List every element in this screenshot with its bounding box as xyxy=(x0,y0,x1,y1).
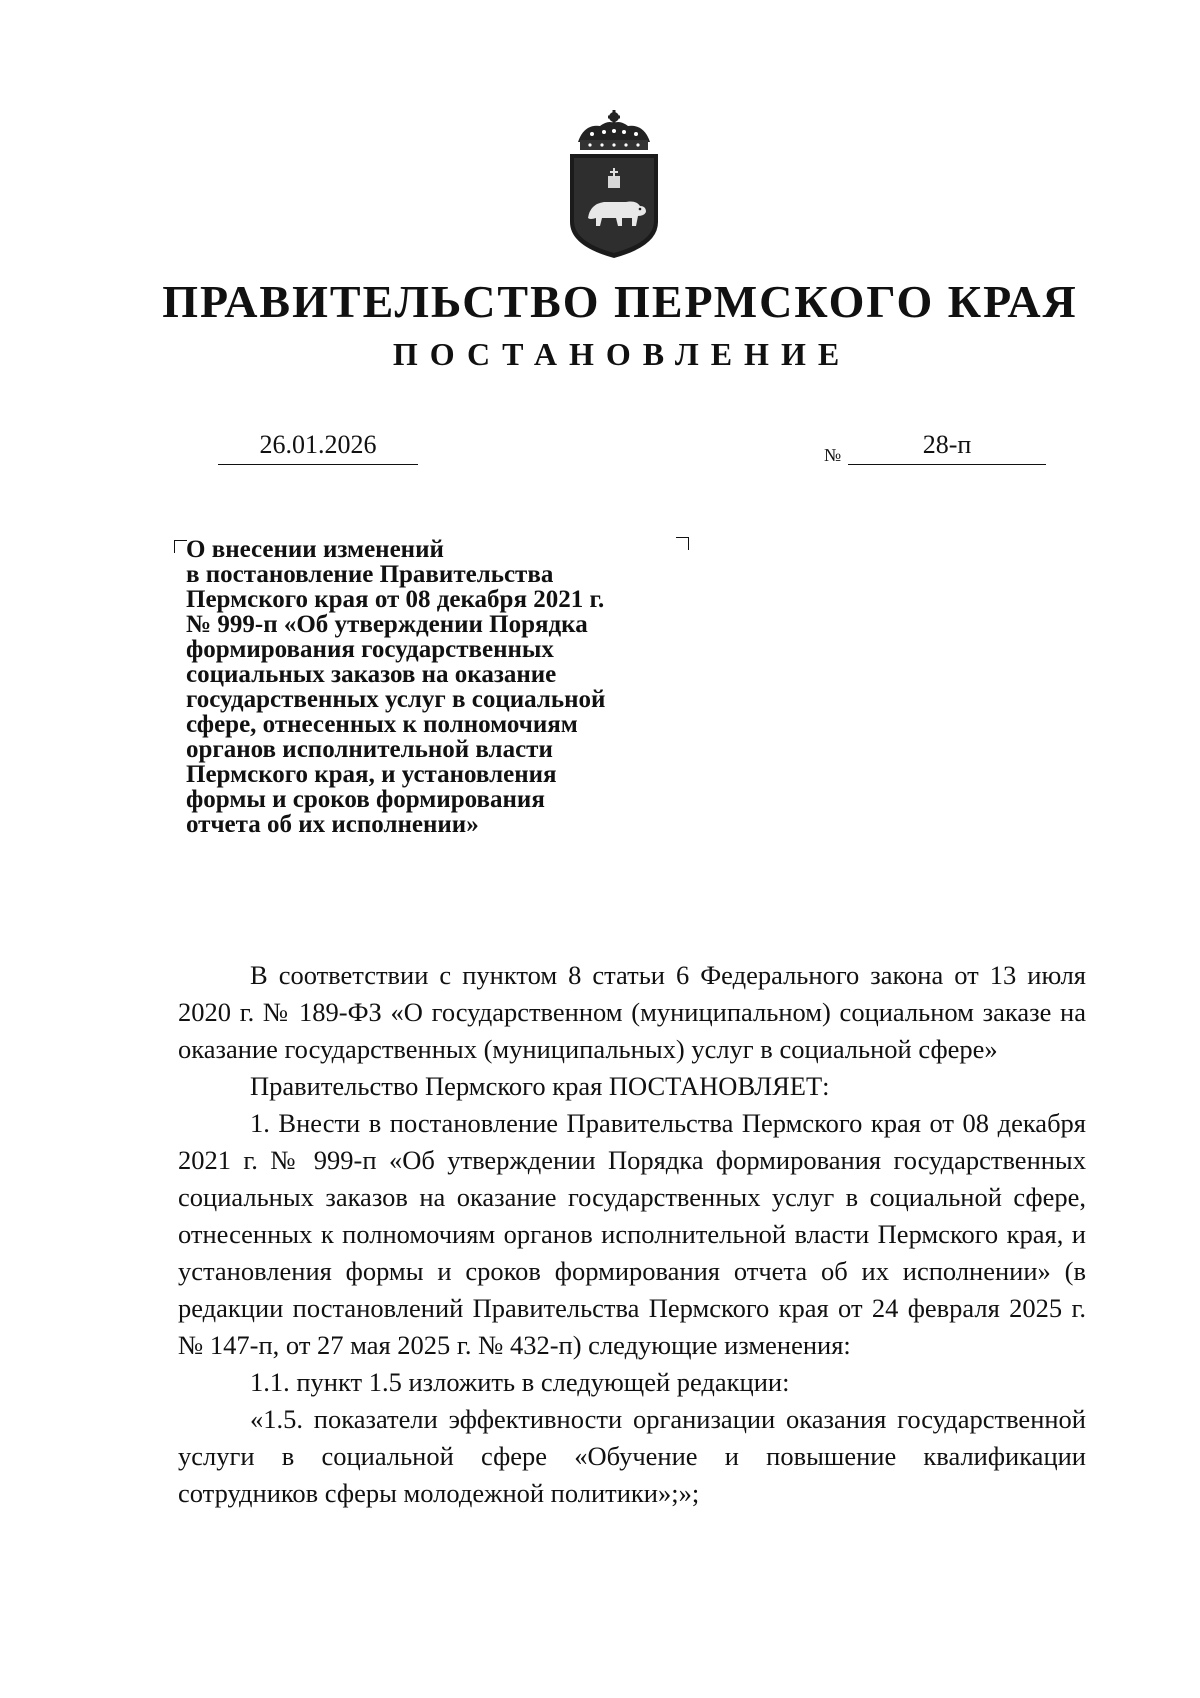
subject-line: формирования государственных xyxy=(186,636,554,663)
subject-line: № 999-п «Об утверждении Порядка xyxy=(186,611,588,638)
subject-line: сфере, отнесенных к полномочиям xyxy=(186,711,578,738)
document-number: 28-п xyxy=(848,428,1046,465)
subject-line: органов исполнительной власти xyxy=(186,736,553,763)
perm-krai-coat-of-arms-icon xyxy=(566,110,662,260)
body-paragraph: Правительство Пермского края ПОСТАНОВЛЯЕТ: xyxy=(250,1071,830,1101)
subject-line: О внесении изменений xyxy=(186,536,444,563)
subject-line: формы и сроков формирования xyxy=(186,786,545,813)
body-paragraph: 1.1. пункт 1.5 изложить в следующей редакции: xyxy=(250,1367,790,1397)
subject-line: государственных услуг в социальной xyxy=(186,686,606,713)
body-paragraph: «1.5. показатели эффективности организации оказания государственной услуги в социальной сфере «Обучение и повышение квалификации сотрудников сферы молодежной политики»;»; xyxy=(178,1404,1086,1508)
document-date: 26.01.2026 xyxy=(218,428,418,465)
coat-of-arms-icon xyxy=(566,110,662,260)
organization-title: ПРАВИТЕЛЬСТВО ПЕРМСКОГО КРАЯ xyxy=(162,276,1078,327)
document-number-label: № xyxy=(824,445,842,465)
subject-line: отчета об их исполнении» xyxy=(186,811,479,838)
document-type: ПОСТАНОВЛЕНИЕ xyxy=(392,336,852,372)
subject-line: социальных заказов на оказание xyxy=(186,661,557,688)
subject-line: Пермского края от 08 декабря 2021 г. xyxy=(186,586,605,613)
document-body xyxy=(178,957,1086,1512)
body-paragraph: 1. Внести в постановление Правительства Пермского края от 08 декабря 2021 г. № 999-п «Об утверждении Порядка формирования государственных социальных заказов на оказание государственных услуг в социальной сфере, отнесенных к полномочиям органов исполнительной власти Пермского края, и установления формы и сроков формирования отчета об их исполнении» (в редакции постановлений Правительства Пермского края от 24 февраля 2025 г. № 147-п, от 27 мая 2025 г. № 432-п) следующие изменения: xyxy=(178,1108,1086,1360)
body-paragraph: В соответствии с пунктом 8 статьи 6 Федерального закона от 13 июля 2020 г. № 189-ФЗ «О государственном (муниципальном) социальном заказе на оказание государственных (муниципальных) услуг в социальной сфере» xyxy=(178,960,1086,1064)
subject-line: в постановление Правительства xyxy=(186,561,554,588)
document-subject xyxy=(186,537,706,837)
subject-line: Пермского края, и установления xyxy=(186,761,557,788)
